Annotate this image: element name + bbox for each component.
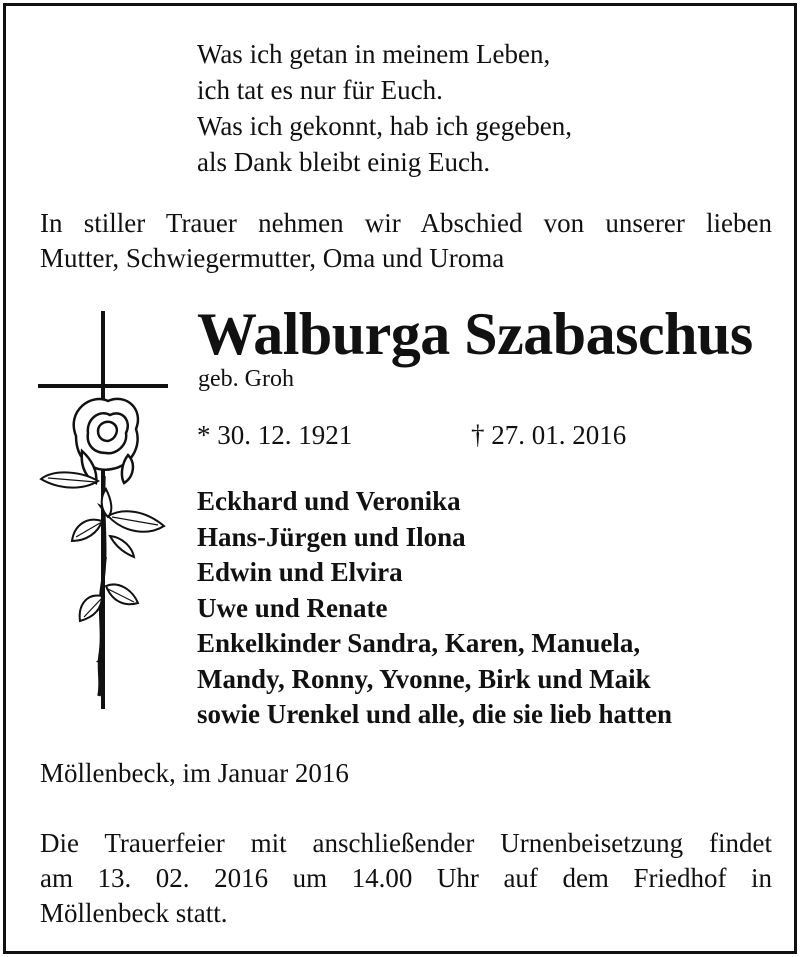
intro-text (40, 206, 772, 276)
funeral-notice (40, 826, 772, 931)
obituary-frame (3, 3, 797, 954)
intro-line: In stiller Trauer nehmen wir Abschied von unserer lieben (40, 208, 772, 238)
place-date: Möllenbeck, im Januar 2016 (40, 758, 349, 788)
mourner-line: Hans-Jürgen und Ilona (197, 521, 466, 552)
cross-rose-icon (36, 311, 176, 711)
death-date: † 27. 01. 2016 (471, 420, 627, 450)
funeral-line: Die Trauerfeier mit anschließender Urnenbeisetzung findet (40, 828, 772, 858)
intro-line: Mutter, Schwiegermutter, Oma und Uroma (40, 243, 505, 273)
poem-line: ich tat es nur für Euch. (197, 75, 443, 105)
poem-line: Was ich gekonnt, hab ich gegeben, (197, 111, 572, 141)
funeral-line: am 13. 02. 2016 um 14.00 Uhr auf dem Friedhof in (40, 863, 772, 893)
poem-line: Was ich getan in meinem Leben, (197, 39, 551, 69)
mourner-line: Mandy, Ronny, Yvonne, Birk und Maik (197, 663, 651, 694)
poem (197, 36, 572, 180)
mourner-line: Enkelkinder Sandra, Karen, Manuela, (197, 628, 641, 658)
mourner-line: Edwin und Elvira (197, 557, 403, 587)
poem-line: als Dank bleibt einig Euch. (197, 147, 491, 177)
mourner-line: sowie Urenkel und alle, die sie lieb hatten (197, 699, 673, 729)
mourners-list (197, 484, 672, 733)
birth-date: * 30. 12. 1921 (197, 420, 353, 450)
maiden-name: geb. Groh (198, 366, 294, 392)
mourner-line: Eckhard und Veronika (197, 486, 461, 516)
deceased-name: Walburga Szabaschus (197, 301, 753, 367)
funeral-line: Möllenbeck statt. (40, 898, 228, 928)
mourner-line: Uwe und Renate (197, 592, 388, 623)
